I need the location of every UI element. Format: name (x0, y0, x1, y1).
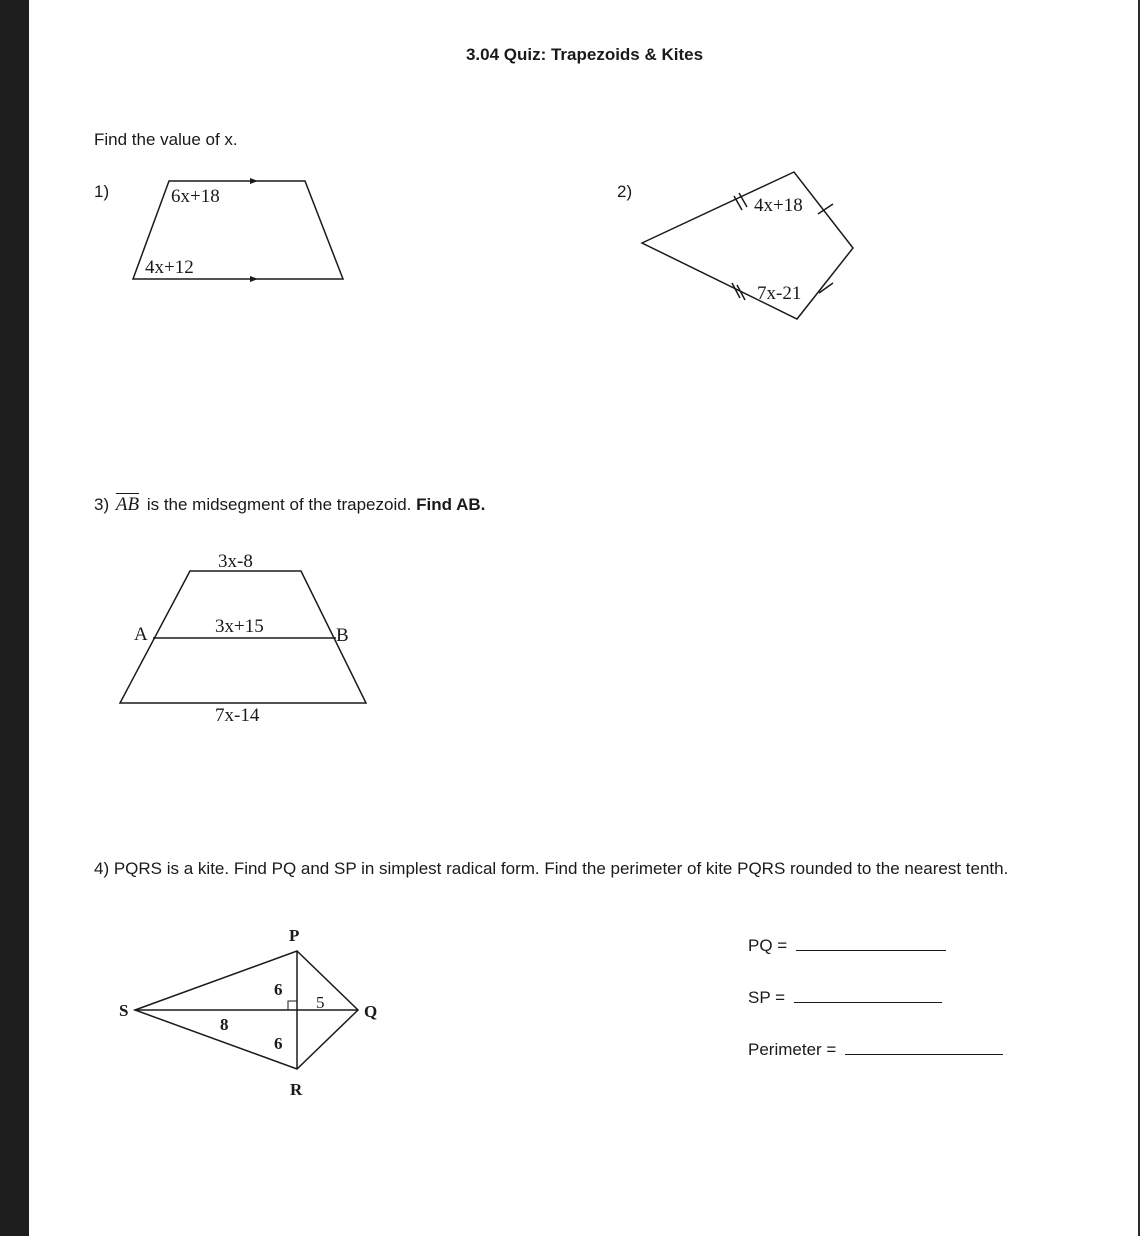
sp-answer-blank[interactable] (794, 988, 942, 1003)
trapezoid-1-top-label: 6x+18 (171, 186, 220, 207)
sp-answer-row (748, 988, 942, 1008)
vertex-r-label: R (290, 1080, 303, 1099)
problem-2-number: 2) (617, 182, 633, 201)
trapezoid-1-bottom-label: 4x+12 (145, 257, 194, 278)
kite-pqrs (135, 951, 358, 1069)
perimeter-answer-row (748, 1040, 1003, 1060)
kite-2-bottom-label: 7x-21 (757, 283, 802, 304)
kite-2 (642, 172, 853, 319)
page-title: 3.04 Quiz: Trapezoids & Kites (465, 45, 704, 64)
vertex-p-label: P (289, 926, 300, 945)
length-up-label: 6 (274, 980, 283, 999)
vertex-s-label: S (119, 1001, 129, 1020)
instructions: Find the value of x. (94, 130, 238, 149)
problem-1-number: 1) (94, 182, 110, 201)
length-right-label: 5 (316, 993, 325, 1012)
trapezoid-3-bottom-label: 7x-14 (215, 705, 260, 726)
problem-4-text: 4) PQRS is a kite. Find PQ and SP in simplest radical form. Find the perimeter of kite PQRS rounded to the nearest tenth. (94, 859, 1009, 878)
length-down-label: 6 (274, 1034, 283, 1053)
trapezoid-3-mid-label: 3x+15 (215, 616, 264, 637)
segment-ab: $\overline{AB}$ (115, 494, 140, 515)
trapezoid-3-top-label: 3x-8 (218, 551, 253, 572)
point-b-label: B (336, 625, 349, 646)
perimeter-answer-blank[interactable] (845, 1040, 1003, 1055)
problem-3-task: Find AB. (416, 495, 486, 514)
pq-answer-blank[interactable] (796, 936, 946, 951)
kite-2-top-label: 4x+18 (754, 195, 803, 216)
vertex-q-label: Q (364, 1002, 378, 1021)
trapezoid-3 (120, 571, 366, 703)
problem-3-number: 3) (94, 495, 110, 514)
perimeter-answer-label: Perimeter = (748, 1040, 837, 1059)
length-left-label: 8 (220, 1015, 229, 1034)
point-a-label: A (134, 624, 148, 645)
problem-3-text: is the midsegment of the trapezoid. (146, 495, 412, 514)
pq-answer-label: PQ = (748, 936, 788, 955)
pq-answer-row (748, 936, 946, 956)
sp-answer-label: SP = (748, 988, 786, 1007)
